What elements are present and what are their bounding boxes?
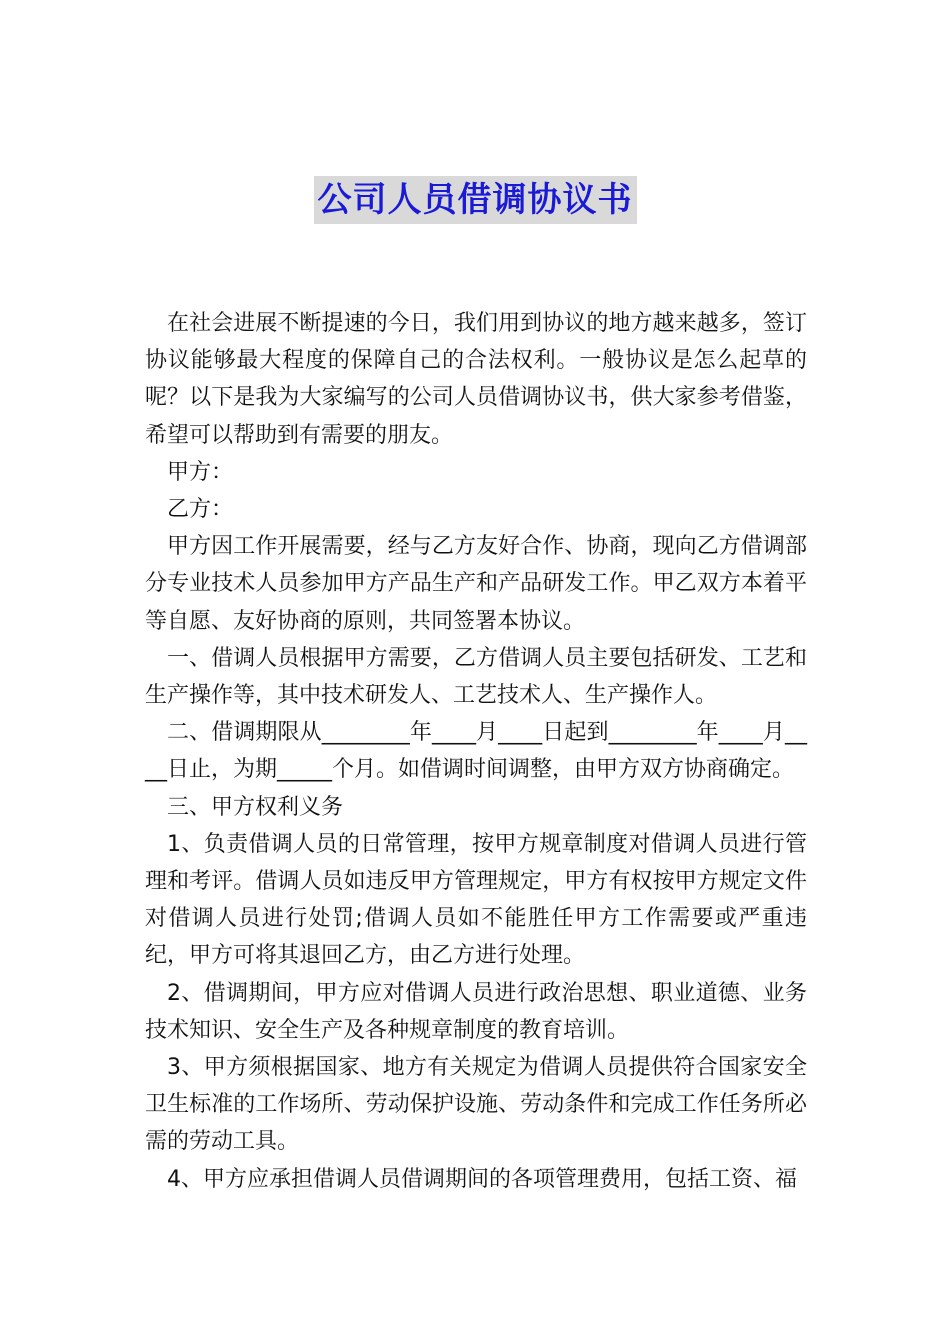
paragraph-clause-1: 一、借调人员根据甲方需要，乙方借调人员主要包括研发、工艺和生产操作等，其中技术研发人、工艺技术人、生产操作人。: [145, 645, 807, 709]
paragraph-item-1: 1、负责借调人员的日常管理，按甲方规章制度对借调人员进行管理和考评。借调人员如违反甲方管理规定，甲方有权按甲方规定文件对借调人员进行处罚;借调人员如不能胜任甲方工作需要或严重违纪，甲方可将其退回乙方，由乙方进行处理。: [145, 831, 807, 969]
paragraph-purpose: 甲方因工作开展需要，经与乙方友好合作、协商，现向乙方借调部分专业技术人员参加甲方产品生产和产品研发工作。甲乙双方本着平等自愿、友好协商的原则，共同签署本协议。: [145, 534, 807, 634]
paragraph-item-2: 2、借调期间，甲方应对借调人员进行政治思想、职业道德、业务技术知识、安全生产及各种规章制度的教育培训。: [145, 980, 807, 1043]
paragraph-party-a: 甲方：: [167, 459, 234, 485]
paragraph-item-4: 4、甲方应承担借调人员借调期间的各项管理费用，包括工资、福: [167, 1166, 797, 1192]
document-title: 公司人员借调协议书: [314, 176, 637, 224]
paragraph-clause-2: 二、借调期限从________年____月____日起到________年____月____日止，为期_____个月。如借调时间调整，由甲方双方协商确定。: [145, 720, 807, 783]
document-body: [145, 305, 807, 1198]
paragraph-item-3: 3、甲方须根据国家、地方有关规定为借调人员提供符合国家安全卫生标准的工作场所、劳动保护设施、劳动条件和完成工作任务所必需的劳动工具。: [145, 1055, 807, 1155]
paragraph-clause-3-heading: 三、甲方权利义务: [167, 794, 344, 820]
title-container: [0, 176, 950, 224]
paragraph-party-b: 乙方：: [167, 497, 234, 523]
paragraph-intro: 在社会进展不断提速的今日，我们用到协议的地方越来越多，签订协议能够最大程度的保障自己的合法权利。一般协议是怎么起草的呢？以下是我为大家编写的公司人员借调协议书，供大家参考借鉴，希望可以帮助到有需要的朋友。: [145, 311, 807, 448]
